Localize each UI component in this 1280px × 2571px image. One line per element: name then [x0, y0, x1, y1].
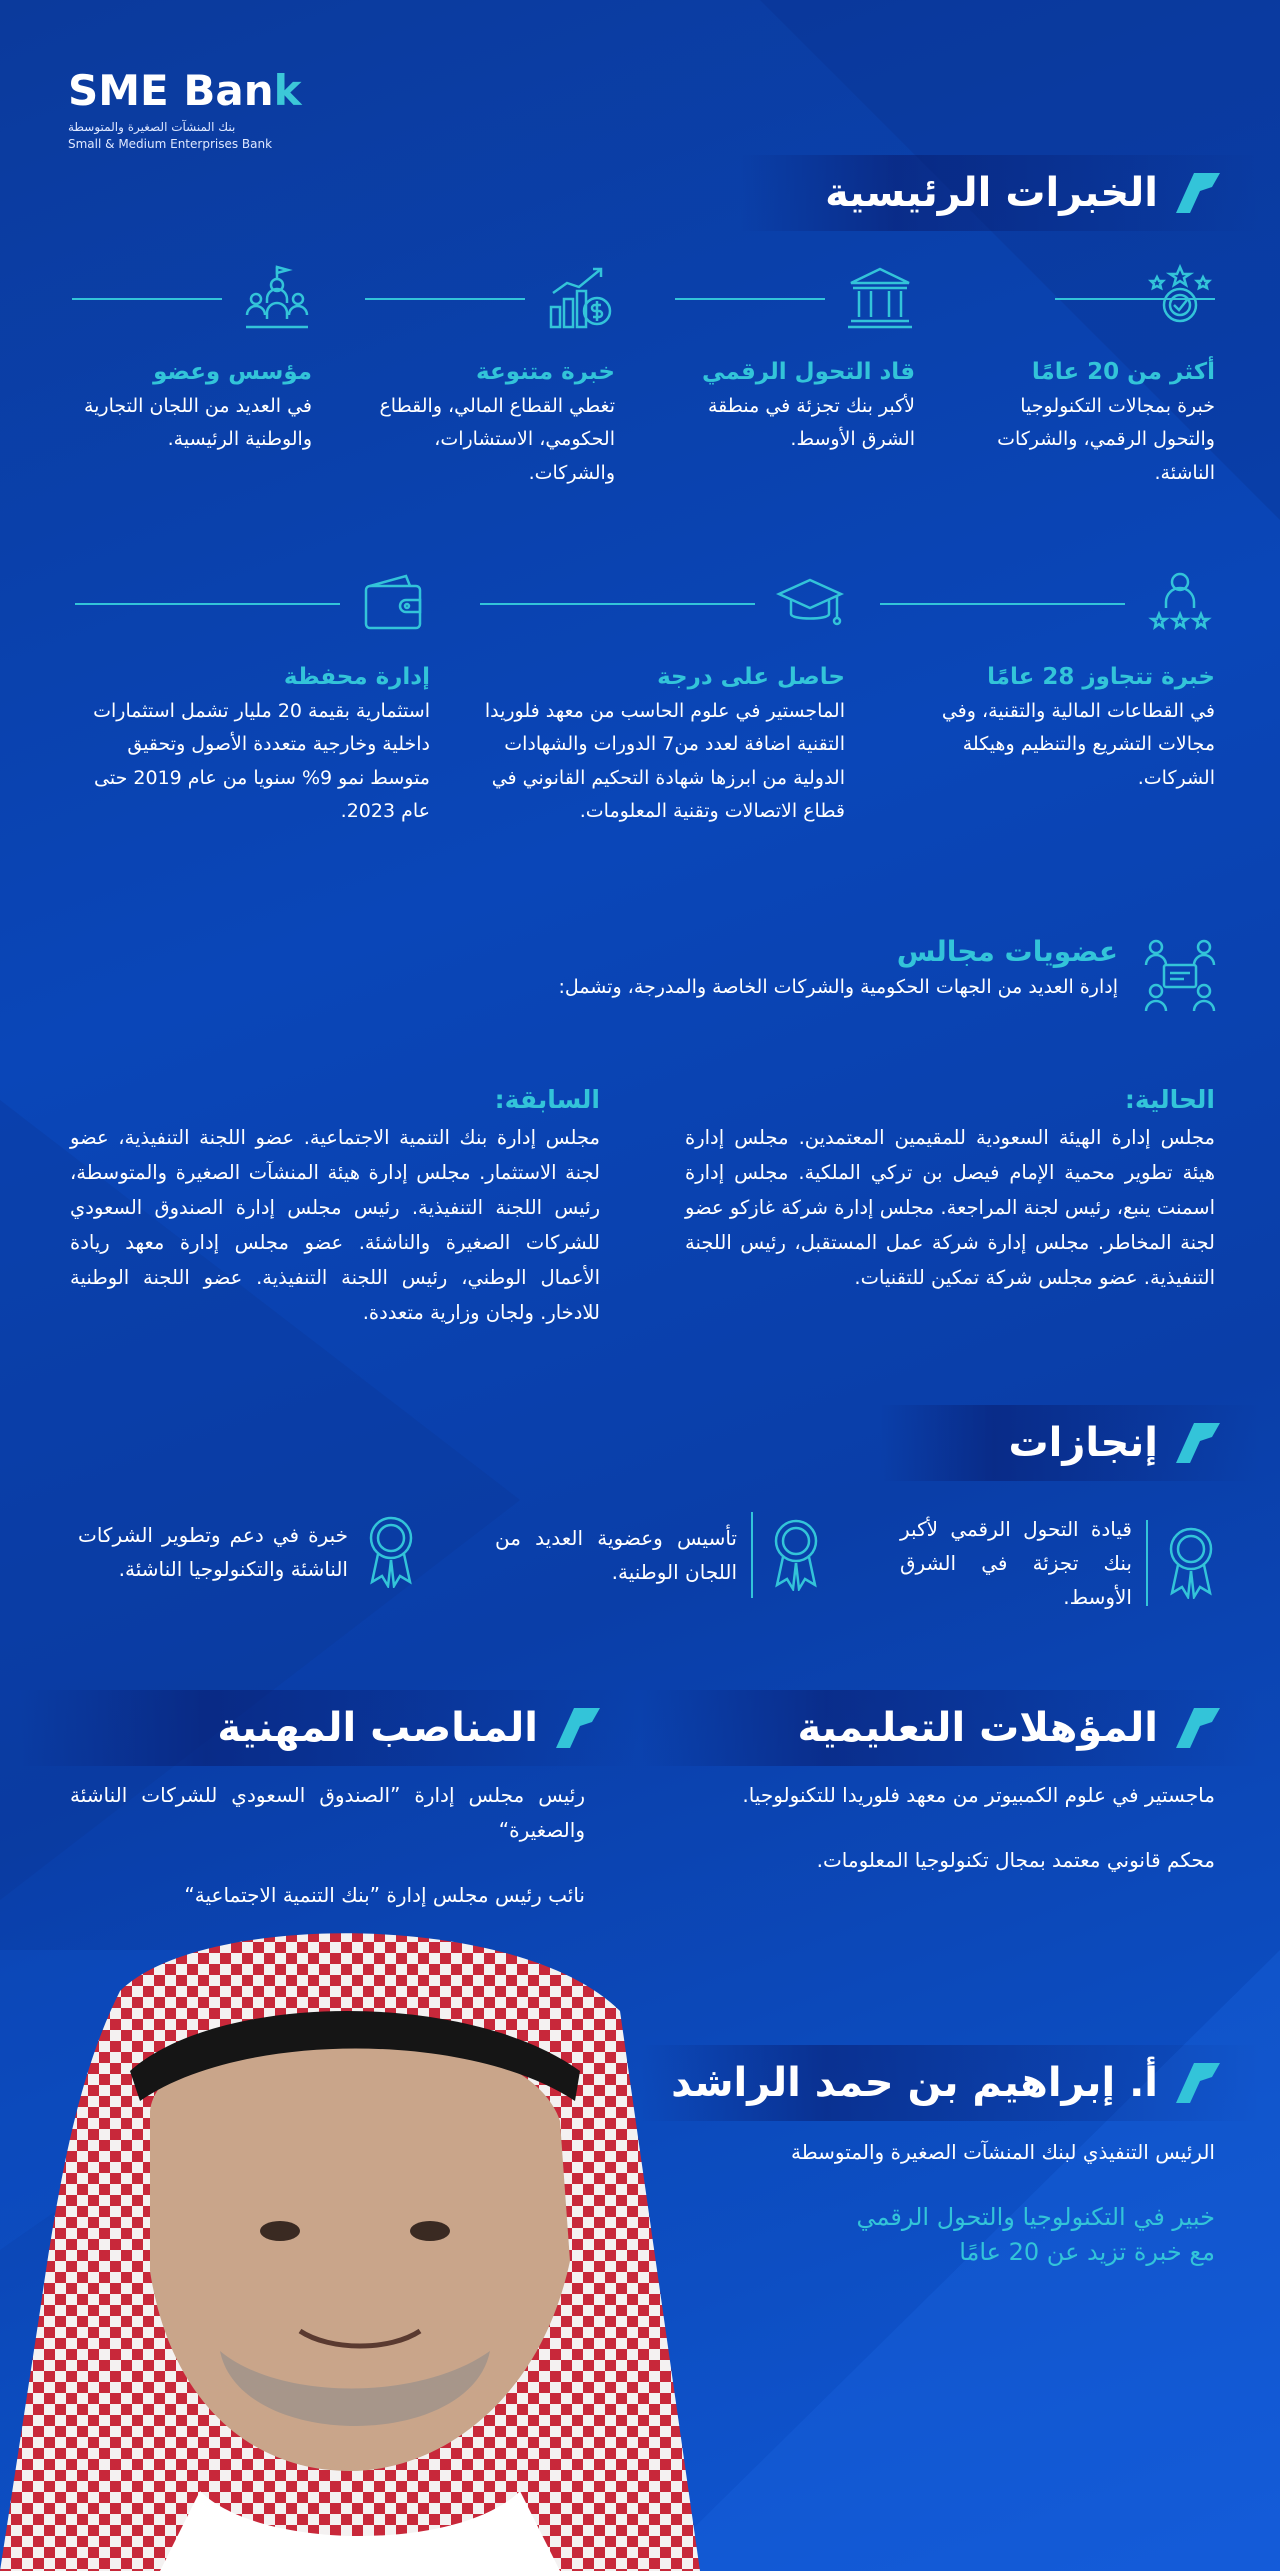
previous-body: مجلس إدارة بنك التنمية الاجتماعية. عضو اللجنة التنفيذية، عضو لجنة الاستثمار. مجلس إدارة هيئة المنشآت الصغيرة والمتوسطة، رئيس اللجنة التنفيذية. رئيس مجلس إدارة الصندوق السعودي للشركات الصغيرة والناشئة. عضو مجلس إدارة معهد ريادة الأعمال الوطني، رئيس اللجنة التنفيذية. عضو اللجنة الوطنية للادخار. ولجان وزارية متعددة.: [70, 1126, 600, 1325]
memberships-current: [685, 1085, 1215, 1295]
experience-body: تغطي القطاع المالي، والقطاع الحكومي، الاستشارات، والشركات.: [379, 395, 615, 484]
section-achievements: [880, 1405, 1260, 1481]
memberships-subtitle: إدارة العديد من الجهات الحكومية والشركات الخاصة والمدرجة، وتشمل:: [558, 976, 1118, 998]
profile-text: [655, 2140, 1215, 2270]
experience-body: خبرة بمجالات التكنولوجيا والتحول الرقمي، والشركات الناشئة.: [997, 395, 1215, 484]
experience-card: [75, 560, 430, 828]
experience-title: أكثر من 20 عامًا: [1031, 359, 1215, 385]
position-item: نائب رئيس مجلس إدارة ”بنك التنمية الاجتماعية“: [184, 1883, 585, 1907]
experience-card: [72, 255, 312, 457]
experience-body: في العديد من اللجان التجارية والوطنية الرئيسية.: [83, 395, 312, 451]
section-title: إنجازات: [1008, 1420, 1158, 1466]
experience-title: قاد التحول الرقمي: [702, 359, 915, 385]
achievement-text: خبرة في دعم وتطوير الشركات الناشئة والتكنولوجيا الناشئة.: [78, 1523, 348, 1581]
medal-icon: [362, 1512, 420, 1588]
experience-title: مؤسس وعضو: [153, 359, 312, 385]
tagline-line-1: خبير في التكنولوجيا والتحول الرقمي: [856, 2203, 1215, 2231]
experience-title: حاصل على درجة: [657, 664, 845, 690]
experience-body: الماجستير في علوم الحاسب من معهد فلوريدا التقنية اضافة لعدد من7 الدورات والشهادات الدولية من ابرزها شهادة التحكيم القانوني في قطاع الاتصالات وتقنية المعلومات.: [484, 700, 845, 822]
qualification-item: ماجستير في علوم الكمبيوتر من معهد فلوريدا للتكنولوجيا.: [742, 1783, 1215, 1807]
executive-role: الرئيس التنفيذي لبنك المنشآت الصغيرة والمتوسطة: [791, 2140, 1215, 2164]
experience-body: في القطاعات المالية والتقنية، وفي مجالات التشريع والتنظيم وهيكلة الشركات.: [941, 700, 1215, 789]
chevron-mark-icon: [1176, 1423, 1220, 1463]
section-title: المؤهلات التعليمية: [797, 1705, 1158, 1751]
section-name: [640, 2045, 1260, 2121]
tagline-line-2: مع خبرة تزيد عن 20 عامًا: [959, 2237, 1215, 2266]
achievement-text: قيادة التحول الرقمي لأكبر بنك تجزئة في الشرق الأوسط.: [900, 1517, 1132, 1609]
graduation-cap-icon: [775, 568, 845, 638]
board-meeting-icon: [1140, 935, 1220, 1015]
current-title: الحالية:: [1124, 1085, 1215, 1114]
experience-card: [475, 560, 845, 828]
growth-chart-icon: [545, 263, 615, 333]
experience-body: لأكبر بنك تجزئة في منطقة الشرق الأوسط.: [707, 395, 915, 451]
medal-icon: [1162, 1523, 1220, 1599]
logo-arabic-name: بنك المنشآت الصغيرة والمتوسطة: [68, 120, 236, 134]
section-positions: [20, 1690, 640, 1766]
experience-card: [370, 255, 615, 490]
experience-card: [970, 255, 1215, 490]
section-title: الخبرات الرئيسية: [825, 170, 1158, 216]
qualifications-list: [645, 1778, 1215, 1908]
medal-icon: [767, 1515, 825, 1591]
position-item: رئيس مجلس إدارة ”الصندوق السعودي للشركات الناشئة والصغيرة“: [70, 1783, 585, 1842]
positions-list: [70, 1778, 585, 1943]
sme-bank-logo: [68, 66, 368, 151]
section-title: عضويات مجالس: [896, 935, 1118, 968]
experience-card: [885, 560, 1215, 795]
achievement-item: [495, 1512, 825, 1598]
logo-wordmark: SME Bank: [68, 66, 302, 115]
memberships-previous: [70, 1085, 600, 1331]
experience-card: [675, 255, 915, 457]
qualification-item: محكم قانوني معتمد بمجال تكنولوجيا المعلومات.: [816, 1848, 1215, 1872]
experience-title: إدارة محفظة: [283, 664, 430, 690]
section-key-experience: [740, 155, 1260, 231]
person-rating-icon: [1145, 568, 1215, 638]
section-title: المناصب المهنية: [217, 1705, 538, 1751]
chevron-mark-icon: [1176, 1708, 1220, 1748]
bank-building-icon: [845, 263, 915, 333]
chevron-mark-icon: [1176, 173, 1220, 213]
chevron-mark-icon: [556, 1708, 600, 1748]
experience-title: خبرة متنوعة: [476, 359, 615, 385]
executive-name: أ. إبراهيم بن حمد الراشد: [671, 2060, 1158, 2106]
executive-tagline: [655, 2200, 1215, 2270]
current-body: مجلس إدارة الهيئة السعودية للمقيمين المعتمدين. مجلس إدارة هيئة تطوير محمية الإمام فيصل بن تركي الملكية. مجلس إدارة اسمنت ينبع، رئيس لجنة المراجعة. مجلس إدارة شركة غازكو عضو لجنة المخاطر. مجلس إدارة شركة عمل المستقبل، رئيس اللجنة التنفيذية. عضو مجلس شركة تمكين للتقنيات.: [685, 1126, 1215, 1290]
team-leader-icon: [242, 263, 312, 333]
achievement-text: تأسيس وعضوية العديد من اللجان الوطنية.: [495, 1526, 737, 1584]
experience-title: خبرة تتجاوز 28 عامًا: [987, 664, 1215, 690]
chevron-mark-icon: [1176, 2063, 1220, 2103]
experience-body: استثمارية بقيمة 20 مليار تشمل استثمارات داخلية وخارجية متعددة الأصول وتحقيق متوسط نمو 9% سنويا من عام 2019 حتى عام 2023.: [93, 700, 430, 822]
executive-portrait: [0, 1931, 700, 2571]
achievement-item: [75, 1512, 420, 1592]
memberships-block: [280, 935, 1220, 1015]
logo-english-name: Small & Medium Enterprises Bank: [68, 137, 273, 151]
achievement-item: [900, 1512, 1220, 1614]
previous-title: السابقة:: [494, 1085, 600, 1114]
wallet-icon: [360, 568, 430, 638]
section-qualifications: [640, 1690, 1260, 1766]
